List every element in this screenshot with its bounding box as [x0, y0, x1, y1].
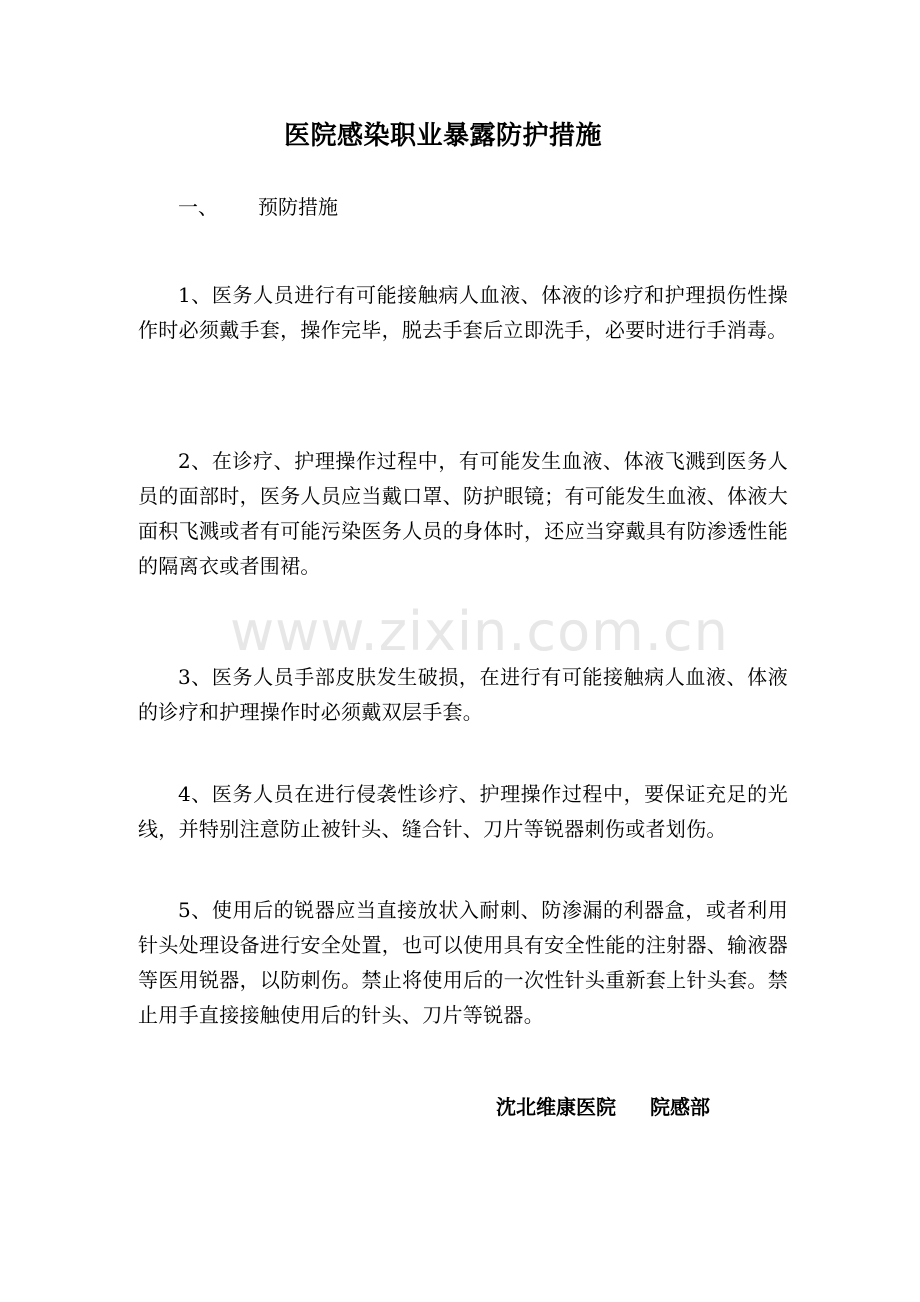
signature [496, 1090, 710, 1124]
paragraph-5: 5、使用后的锐器应当直接放状入耐刺、防渗漏的利器盒，或者利用针头处理设备进行安全处置，也可以使用具有安全性能的注射器、输液器等医用锐器，以防刺伤。禁止将使用后的一次性针头重新套上针头套。禁止用手直接接触使用后的针头、刀片等锐器。 [138, 898, 788, 1027]
section-heading [178, 190, 338, 224]
section-number: 一、 [178, 195, 218, 219]
paragraph-4: 4、医务人员在进行侵袭性诊疗、护理操作过程中，要保证充足的光线，并特别注意防止被针头、缝合针、刀片等锐器刺伤或者划伤。 [138, 782, 788, 841]
signature-hospital: 沈北维康医院 [496, 1095, 616, 1119]
paragraph-1: 1、医务人员进行有可能接触病人血液、体液的诊疗和护理损伤性操作时必须戴手套，操作完毕，脱去手套后立即洗手，必要时进行手消毒。 [138, 283, 788, 342]
section-heading-text: 预防措施 [258, 195, 338, 219]
signature-department: 院感部 [650, 1095, 710, 1119]
watermark: www.zixin.com.cn [230, 600, 729, 663]
paragraph-2: 2、在诊疗、护理操作过程中，有可能发生血液、体液飞溅到医务人员的面部时，医务人员应当戴口罩、防护眼镜；有可能发生血液、体液大面积飞溅或者有可能污染医务人员的身体时，还应当穿戴具有防渗透性能的隔离衣或者围裙。 [138, 449, 788, 578]
document-title: 医院感染职业暴露防护措施 [283, 121, 602, 151]
paragraph-3: 3、医务人员手部皮肤发生破损，在进行有可能接触病人血液、体液的诊疗和护理操作时必须戴双层手套。 [138, 665, 788, 724]
